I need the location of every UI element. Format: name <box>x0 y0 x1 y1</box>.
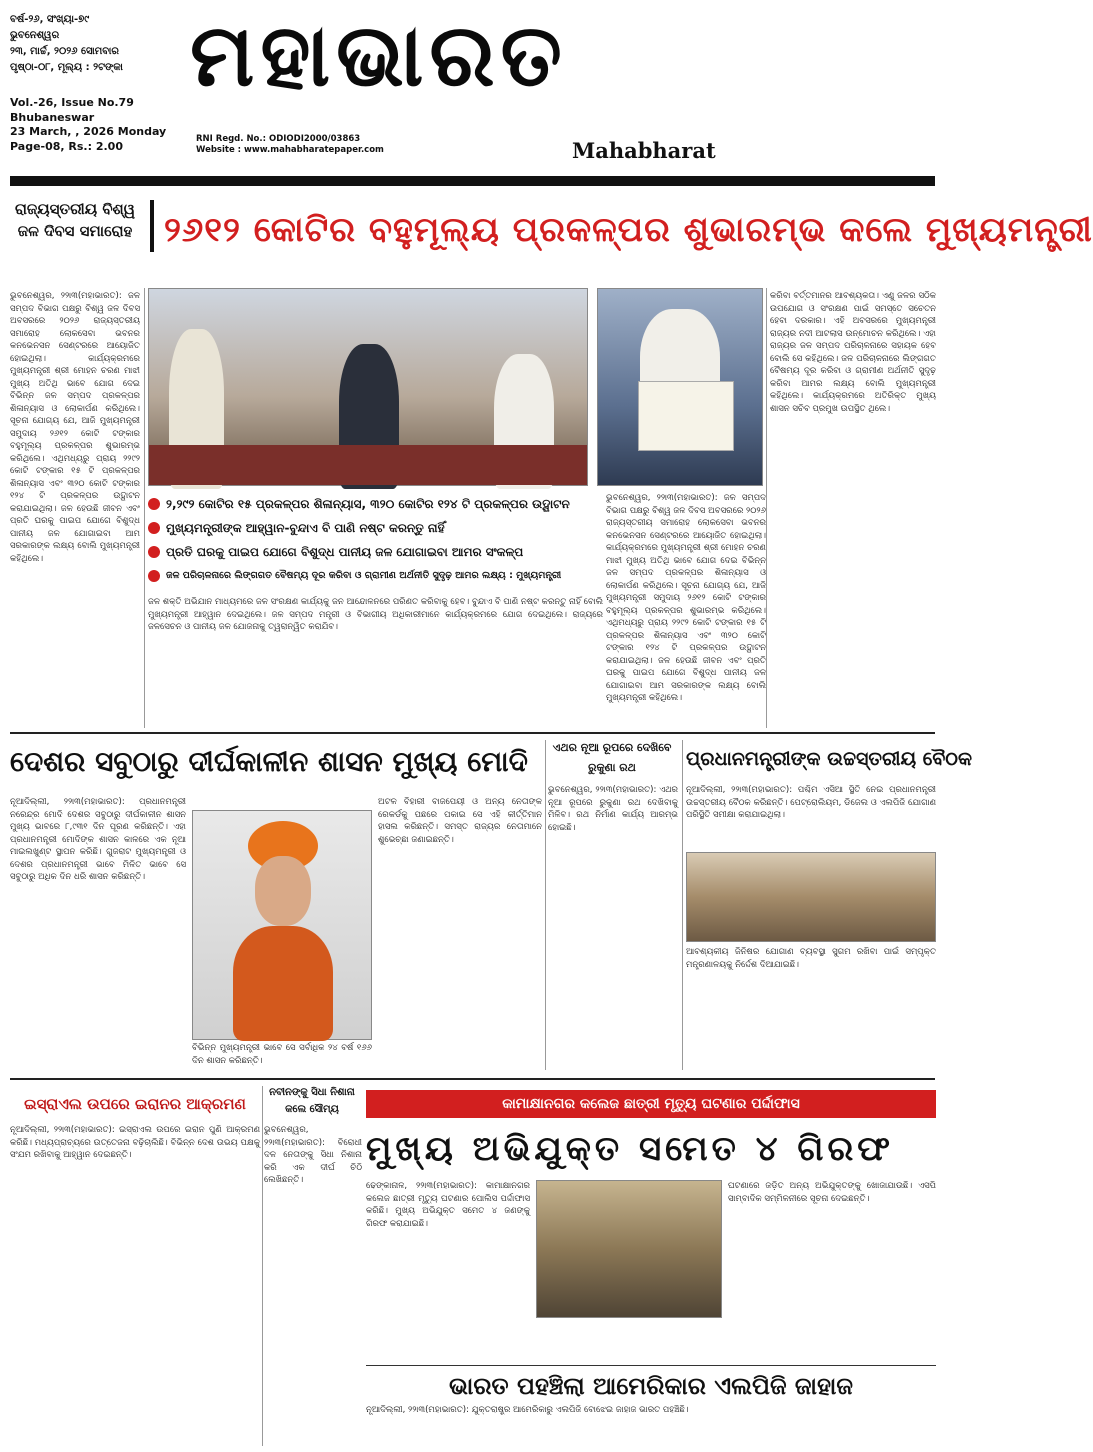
story1-column-right: କରିବା ବର୍ତ୍ତମାନର ଆବଶ୍ୟକତା। ଏଣୁ ଜଳର ସଠିକ ଉପଯୋଗ ଓ ସଂରକ୍ଷଣ ପାଇଁ ସମସ୍ତେ ସଚେତନ ହେବା ଦରକାର। ଏହି ଅବସରରେ ମୁଖ୍ୟମନ୍ତ୍ରୀ ରାଜ୍ୟର ନଦୀ ଆଟଲାସ ଉନ୍ମୋଚନ କରିଥିଲେ। ଏହା ରାଜ୍ୟର ଜଳ ସମ୍ପଦ ପରିଚାଳନାରେ ସହାୟକ ହେବ ବୋଲି ସେ କହିଥିଲେ। ଜଳ ପରିଚାଳନାରେ ଲିଙ୍ଗଗତ ବୈଷମ୍ୟ ଦୂର କରିବା ଓ ଗ୍ରାମୀଣ ଅର୍ଥନୀତି ସୁଦୃଢ଼ କରିବା ଆମର ଲକ୍ଷ୍ୟ ବୋଲି ମୁଖ୍ୟମନ୍ତ୍ରୀ କହିଥିଲେ। କାର୍ଯ୍ୟକ୍ରମରେ ଅତିରିକ୍ତ ମୁଖ୍ୟ ଶାସନ ସଚିବ ପ୍ରମୁଖ ଉପସ୍ଥିତ ଥିଲେ। <box>770 291 936 414</box>
stage-table <box>149 445 587 485</box>
logo-text: ମହାଭାରତ <box>190 5 568 106</box>
story1-highlights <box>148 492 603 588</box>
rni-number: RNI Regd. No.: ODIODI2000/03863 <box>196 134 361 144</box>
story8-body: ନୂଆଦିଲ୍ଲୀ, ୨୨ା୩(ମହାଭାରତ): ଯୁକ୍ତରାଷ୍ଟ୍ର ଆମେରିକାରୁ ଏଲପିଜି ବୋଝେଇ ଜାହାଜ ଭାରତ ପହଞ୍ଚିଛି। <box>366 1405 689 1415</box>
story-divider <box>366 1365 936 1366</box>
story2-caption: ବିଭିନ୍ନ ମୁଖ୍ୟମନ୍ତ୍ରୀ ଭାବେ ସେ ସର୍ବାଧିକ ୨୪ ବର୍ଷ ୧୬୬ ଦିନ ଶାସନ କରିଛନ୍ତି। <box>192 1043 372 1066</box>
meeting-photo <box>686 852 936 942</box>
meta-line: Vol.-26, Issue No.79 <box>10 96 134 109</box>
section-divider <box>10 732 935 734</box>
story8-headline[interactable]: ଭାରତ ପହଞ୍ଚିଲା ଆମେରିକାର ଏଲପିଜି ଜାହାଜ <box>448 1372 853 1400</box>
story7-headline[interactable]: ମୁଖ୍ୟ ଅଭିଯୁକ୍ତ ସମେତ ୪ ଗିରଫ <box>366 1129 894 1169</box>
newspaper-logo <box>190 6 750 106</box>
event-photo <box>148 288 588 486</box>
story7-kicker-bar: କାମାକ୍ଷାନଗର କଲେଜ ଛାତ୍ରୀ ମୃତ୍ୟୁ ଘଟଣାର ପର୍ଦ୍ଦାଫାସ <box>366 1090 936 1118</box>
bullet-icon <box>148 546 160 558</box>
story1-headline[interactable]: ୨୬୧୨ କୋଟିର ବହୁମୂଲ୍ୟ ପ୍ରକଳ୍ପର ଶୁଭାରମ୍ଭ କଲେ ମୁଖ୍ୟମନ୍ତ୍ରୀ <box>164 210 1093 250</box>
column-rule <box>262 1086 263 1446</box>
bullet-icon <box>148 570 160 582</box>
registration-info <box>196 134 496 156</box>
police-photo <box>536 1180 722 1318</box>
meta-line: Bhubaneswar <box>10 110 95 124</box>
brand-name-english: Mahabharat <box>572 138 716 163</box>
meta-line: ବର୍ଷ-୨୬, ସଂଖ୍ୟା-୭୯ <box>10 14 90 25</box>
story4-body: ନୂଆଦିଲ୍ଲୀ, ୨୨ା୩(ମହାଭାରତ): ପଶ୍ଚିମ ଏସିଆ ସ୍ଥିତି ନେଇ ପ୍ରଧାନମନ୍ତ୍ରୀ ଉଚ୍ଚସ୍ତରୀୟ ବୈଠକ କରିଛନ୍ତି। ପେଟ୍ରୋଲିୟମ, ଡିଜେଲ ଓ ଏଲପିଜି ଯୋଗାଣ ପରିସ୍ଥିତି ସମୀକ୍ଷା କରାଯାଇଥିଲା। <box>686 785 936 820</box>
face <box>255 856 311 926</box>
story5-headline[interactable]: ଇସ୍ରାଏଲ ଉପରେ ଇରାନର ଆକ୍ରମଣ <box>24 1095 246 1113</box>
masthead-meta-odia <box>10 12 170 76</box>
meta-line: ୨୩, ମାର୍ଚ୍ଚ, ୨୦୨୬ ସୋମବାର <box>10 46 119 57</box>
story1-kicker: ରାଜ୍ୟସ୍ତରୀୟ ବିଶ୍ୱ ଜଳ ଦିବସ ସମାରୋହ <box>14 200 136 240</box>
story4-body-cont: ଆବଶ୍ୟକୀୟ ଜିନିଷର ଯୋଗାଣ ବ୍ୟବସ୍ଥା ସୁଗମ ରଖିବା ପାଇଁ ସମ୍ପୃକ୍ତ ମନ୍ତ୍ରଣାଳୟକୁ ନିର୍ଦ୍ଦେଶ ଦିଆଯାଇଛି। <box>686 947 936 970</box>
story2-headline[interactable]: ଦେଶର ସବୁଠାରୁ ଦୀର୍ଘକାଳୀନ ଶାସନ ମୁଖ୍ୟ ମୋଦି <box>10 745 528 778</box>
story4-headline[interactable]: ପ୍ରଧାନମନ୍ତ୍ରୀଙ୍କ ଉଚ୍ଚସ୍ତରୀୟ ବୈଠକ <box>686 748 972 770</box>
highlight-item: ଜଳ ପରିଚାଳନାରେ ଲିଙ୍ଗଗତ ବୈଷମ୍ୟ ଦୂର କରିବା ଓ ଗ୍ରାମୀଣ ଅର୍ଥନୀତି ସୁଦୃଢ଼ ଆମର ଲକ୍ଷ୍ୟ : ମୁଖ୍ୟମନ୍ତ୍ରୀ <box>148 564 603 588</box>
website-link[interactable]: Website : www.mahabharatepaper.com <box>196 145 384 155</box>
highlight-item: ପ୍ରତି ଘରକୁ ପାଇପ ଯୋଗେ ବିଶୁଦ୍ଧ ପାନୀୟ ଜଳ ଯୋଗାଇବା ଆମର ସଂକଳ୍ପ <box>148 540 603 564</box>
story1-column-left: ଭୁବନେଶ୍ୱର, ୨୨ା୩(ମହାଭାରତ): ଜଳ ସମ୍ପଦ ବିଭାଗ ପକ୍ଷରୁ ବିଶ୍ୱ ଜଳ ଦିବସ ଅବସରରେ ୨୦୨୬ ରାଜ୍ୟସ୍ତରୀୟ ସମାରୋହ ଲୋକସେବା ଭବନର କନଭେନସନ ସେଣ୍ଟରରେ ଆୟୋଜିତ ହୋଇଥିଲା। କାର୍ଯ୍ୟକ୍ରମରେ ମୁଖ୍ୟମନ୍ତ୍ରୀ ଶ୍ରୀ ମୋହନ ଚରଣ ମାଝୀ ମୁଖ୍ୟ ଅତିଥି ଭାବେ ଯୋଗ ଦେଇ ବିଭିନ୍ନ ଜଳ ସମ୍ପଦ ପ୍ରକଳ୍ପର ଶିଳାନ୍ୟାସ ଓ ଲୋକାର୍ପଣ କରିଥିଲେ। ସୂଚନା ଯୋଗ୍ୟ ଯେ, ଆଜି ମୁଖ୍ୟମନ୍ତ୍ରୀ ସମୁଦାୟ ୨୬୧୨ କୋଟି ଟଙ୍କାର ବହୁମୂଲ୍ୟ ପ୍ରକଳ୍ପର ଶୁଭାରମ୍ଭ କରିଥିଲେ। ଏଥିମଧ୍ୟରୁ ପ୍ରାୟ ୨୨୯୨ କୋଟି ଟଙ୍କାର ୧୫ ଟି ପ୍ରକଳ୍ପର ଶିଳାନ୍ୟାସ ଏବଂ ୩୨୦ କୋଟି ଟଙ୍କାର ୧୨୪ ଟି ପ୍ରକଳ୍ପର ଉଦ୍ଘାଟନ କରାଯାଇଥିଲା। ଜଳ ହେଉଛି ଜୀବନ ଏବଂ ପ୍ରତି ଘରକୁ ପାଇପ ଯୋଗେ ବିଶୁଦ୍ଧ ପାନୀୟ ଜଳ ଯୋଗାଇବା ଆମ ସରକାରଙ୍କ ଲକ୍ଷ୍ୟ ବୋଲି ମୁଖ୍ୟମନ୍ତ୍ରୀ କହିଥିଲେ। <box>10 291 140 564</box>
story1-body-mid: ଭୁବନେଶ୍ୱର, ୨୨ା୩(ମହାଭାରତ): ଜଳ ସମ୍ପଦ ବିଭାଗ ପକ୍ଷରୁ ବିଶ୍ୱ ଜଳ ଦିବସ ଅବସରରେ ୨୦୨୬ ରାଜ୍ୟସ୍ତରୀୟ ସମାରୋହ ଲୋକସେବା ଭବନର କନଭେନସନ ସେଣ୍ଟରରେ ଆୟୋଜିତ ହୋଇଥିଲା। କାର୍ଯ୍ୟକ୍ରମରେ ମୁଖ୍ୟମନ୍ତ୍ରୀ ଶ୍ରୀ ମୋହନ ଚରଣ ମାଝୀ ମୁଖ୍ୟ ଅତିଥି ଭାବେ ଯୋଗ ଦେଇ ବିଭିନ୍ନ ଜଳ ସମ୍ପଦ ପ୍ରକଳ୍ପର ଶିଳାନ୍ୟାସ ଓ ଲୋକାର୍ପଣ କରିଥିଲେ। ସୂଚନା ଯୋଗ୍ୟ ଯେ, ଆଜି ମୁଖ୍ୟମନ୍ତ୍ରୀ ସମୁଦାୟ ୨୬୧୨ କୋଟି ଟଙ୍କାର ବହୁମୂଲ୍ୟ ପ୍ରକଳ୍ପର ଶୁଭାରମ୍ଭ କରିଥିଲେ। ଏଥିମଧ୍ୟରୁ ପ୍ରାୟ ୨୨୯୨ କୋଟି ଟଙ୍କାର ୧୫ ଟି ପ୍ରକଳ୍ପର ଶିଳାନ୍ୟାସ ଏବଂ ୩୨୦ କୋଟି ଟଙ୍କାର ୧୨୪ ଟି ପ୍ରକଳ୍ପର ଉଦ୍ଘାଟନ କରାଯାଇଥିଲା। ଜଳ ହେଉଛି ଜୀବନ ଏବଂ ପ୍ରତି ଘରକୁ ପାଇପ ଯୋଗେ ବିଶୁଦ୍ଧ ପାନୀୟ ଜଳ ଯୋଗାଇବା ଆମ ସରକାରଙ୍କ ଲକ୍ଷ୍ୟ ବୋଲି ମୁଖ୍ୟମନ୍ତ୍ରୀ କହିଥିଲେ। <box>606 493 766 703</box>
column-rule <box>682 740 683 1070</box>
highlight-item: ମୁଖ୍ୟମନ୍ତ୍ରୀଙ୍କ ଆହ୍ୱାନ-ବୁନ୍ଦାଏ ବି ପାଣି ନଷ୍ଟ କରନ୍ତୁ ନାହିଁ <box>148 516 603 540</box>
meta-line: ଭୁବନେଶ୍ୱର <box>10 30 60 41</box>
column-rule <box>766 288 767 728</box>
story6-headline[interactable]: ନବୀନଙ୍କୁ ସିଧା ନିଶାନା କଲେ ସୌମ୍ୟ <box>269 1087 355 1115</box>
bullet-icon <box>148 522 160 534</box>
highlight-item: ୨,୨୯୨ କୋଟିର ୧୫ ପ୍ରକଳ୍ପର ଶିଳାନ୍ୟାସ, ୩୨୦ କୋଟିର ୧୨୪ ଟି ପ୍ରକଳ୍ପର ଉଦ୍ଘାଟନ <box>148 492 603 516</box>
modi-photo <box>192 810 372 1040</box>
story7-body: ଢେଙ୍କାନାଳ, ୨୨ା୩(ମହାଭାରତ): କାମାକ୍ଷାନଗର କଲେଜ ଛାତ୍ରୀ ମୃତ୍ୟୁ ଘଟଣାର ପୋଲିସ ପର୍ଦ୍ଦାଫାସ କରିଛି। ମୁଖ୍ୟ ଅଭିଯୁକ୍ତ ସମେତ ୪ ଜଣଙ୍କୁ ଗିରଫ କରାଯାଇଛି। <box>366 1181 530 1229</box>
story3-headline[interactable]: ଏଥର ନୂଆ ରୂପରେ ଦେଖିବେ ରୁକୁଣା ରଥ <box>552 741 672 774</box>
story6-body: ଭୁବନେଶ୍ୱର, ୨୨ା୩(ମହାଭାରତ): ବିରୋଧୀ ଦଳ ନେତାଙ୍କୁ ସିଧା ନିଶାନା କରି ଏକ ଦୀର୍ଘ ଚିଠି ଲେଖିଛନ୍ତି। <box>264 1125 362 1185</box>
kicker-divider <box>150 200 154 252</box>
meta-line: Page-08, Rs.: 2.00 <box>10 139 123 153</box>
column-rule <box>144 288 145 728</box>
vest <box>233 926 333 1041</box>
masthead-meta-english <box>10 96 180 154</box>
meta-line: 23 March, , 2026 Monday <box>10 125 167 138</box>
story7-body-cont: ଘଟଣାରେ ଜଡ଼ିତ ଅନ୍ୟ ଅଭିଯୁକ୍ତଙ୍କୁ ଖୋଜାଯାଉଛି। ଏସପି ସାମ୍ବାଦିକ ସମ୍ମିଳନୀରେ ସୂଚନା ଦେଇଛନ୍ତି। <box>728 1181 936 1204</box>
story1-body-lower: ଜଳ ଶକ୍ତି ଅଭିଯାନ ମାଧ୍ୟମରେ ଜଳ ସଂରକ୍ଷଣ କାର୍ଯ୍ୟକୁ ଜନ ଆନ୍ଦୋଳନରେ ପରିଣତ କରିବାକୁ ହେବ। ବୁନ୍ଦାଏ ବି ପାଣି ନଷ୍ଟ କରନ୍ତୁ ନାହିଁ ବୋଲି ମୁଖ୍ୟମନ୍ତ୍ରୀ ଆହ୍ୱାନ ଦେଇଥିଲେ। ଜଳ ସମ୍ପଦ ମନ୍ତ୍ରୀ ଓ ବିଭାଗୀୟ ଅଧିକାରୀମାନେ କାର୍ଯ୍ୟକ୍ରମରେ ଯୋଗ ଦେଇଥିଲେ। ରାଜ୍ୟରେ ଜଳସେଚନ ଓ ପାନୀୟ ଜଳ ଯୋଜନାକୁ ତ୍ୱରାନ୍ୱିତ କରାଯିବ। <box>148 597 603 632</box>
section-divider <box>10 1078 935 1080</box>
story3-body: ଭୁବନେଶ୍ୱର, ୨୨ା୩(ମହାଭାରତ): ଏଥର ନୂଆ ରୂପରେ ରୁକୁଣା ରଥ ଦେଖିବାକୁ ମିଳିବ। ରଥ ନିର୍ମାଣ କାର୍ଯ୍ୟ ଆରମ୍ଭ ହୋଇଛି। <box>548 785 678 833</box>
atlas-poster <box>638 381 734 451</box>
atlas-launch-photo <box>597 288 763 486</box>
bullet-icon <box>148 498 160 510</box>
story5-body: ନୂଆଦିଲ୍ଲୀ, ୨୨ା୩(ମହାଭାରତ): ଇସ୍ରାଏଲ ଉପରେ ଇରାନ ପୁଣି ଆକ୍ରମଣ କରିଛି। ମଧ୍ୟପ୍ରାଚ୍ୟରେ ଉତ୍ତେଜନା ବଢ଼ିଚାଲିଛି। ବିଭିନ୍ନ ଦେଶ ଉଭୟ ପକ୍ଷକୁ ସଂଯମ ରଖିବାକୁ ଆହ୍ୱାନ ଦେଇଛନ୍ତି। <box>10 1125 260 1160</box>
story2-body: ନୂଆଦିଲ୍ଲୀ, ୨୨ା୩(ମହାଭାରତ): ପ୍ରଧାନମନ୍ତ୍ରୀ ନରେନ୍ଦ୍ର ମୋଦି ଦେଶର ସବୁଠାରୁ ଦୀର୍ଘକାଳୀନ ଶାସନ ମୁଖ୍ୟ ଭାବରେ ୮,୯୩୧ ଦିନ ପୂରଣ କରିଛନ୍ତି। ଏହା ପ୍ରଧାନମନ୍ତ୍ରୀ ମୋଦିଙ୍କ ଶାସନ କାଳରେ ଏକ ନୂଆ ମାଇଲଖୁଣ୍ଟ ସ୍ଥାପନ କରିଛି। ଗୁଜରାଟ ମୁଖ୍ୟମନ୍ତ୍ରୀ ଓ ଦେଶର ପ୍ରଧାନମନ୍ତ୍ରୀ ଭାବେ ମିଳିତ ଭାବେ ସେ ସବୁଠାରୁ ଅଧିକ ଦିନ ଧରି ଶାସନ କରିଛନ୍ତି। <box>10 797 186 882</box>
column-rule <box>545 740 546 1070</box>
masthead-divider <box>10 176 935 186</box>
story2-body-cont: ଅଟଳ ବିହାରୀ ବାଜପେୟୀ ଓ ଅନ୍ୟ ନେତାଙ୍କ ରେକର୍ଡକୁ ପଛରେ ପକାଇ ସେ ଏହି କୀର୍ତ୍ତିମାନ ହାସଲ କରିଛନ୍ତି। ସମସ୍ତ ରାଜ୍ୟର ନେତାମାନେ ଶୁଭେଚ୍ଛା ଜଣାଇଛନ୍ତି। <box>378 797 542 845</box>
meta-line: ପୃଷ୍ଠା-୦୮, ମୂଲ୍ୟ : ୨ଟଙ୍କା <box>10 62 123 73</box>
